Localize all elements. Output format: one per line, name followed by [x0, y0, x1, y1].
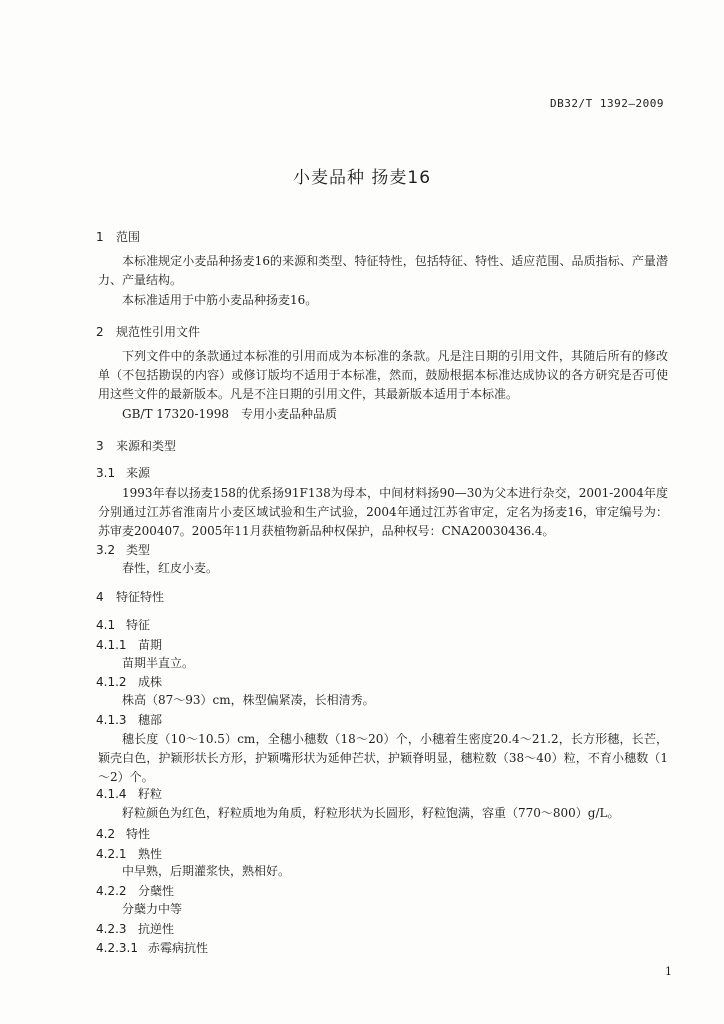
section-3-1-paragraph: 1993年春以扬麦158的优系扬91F138为母本，中间材料扬90—30为父本进行杂交，2001-2004年度分别通过江苏省淮南片小麦区域试验和生产试验，2004年通过江苏省审定，定名为扬麦16，审定编号为：苏审麦200407。2005年11月获植物新品种权保护，品种权号：CNA20030436.4。	[98, 486, 668, 538]
section-3-2-heading	[96, 541, 150, 558]
section-title: 赤霉病抗性	[148, 941, 209, 955]
section-4-1-4-heading	[96, 785, 162, 802]
section-number: 4.1.2	[96, 675, 127, 689]
section-number: 4.2.3	[96, 922, 127, 936]
section-number: 4.2.2	[96, 884, 127, 898]
document-title: 小麦品种 扬麦16	[292, 168, 432, 188]
section-1-heading	[96, 228, 140, 245]
section-number: 4.2	[96, 827, 116, 841]
section-4-1-2-heading	[96, 673, 162, 690]
section-title: 来源	[126, 466, 151, 480]
section-title: 特征	[126, 618, 151, 632]
section-number: 2	[96, 325, 104, 339]
section-number: 3.2	[96, 543, 116, 557]
section-3-heading	[96, 437, 176, 454]
section-4-1-1-paragraph: 苗期半直立。	[122, 656, 195, 670]
section-4-2-1-paragraph: 中早熟，后期灌浆快，熟相好。	[122, 864, 291, 878]
section-number: 4.1.1	[96, 638, 127, 652]
section-title: 穗部	[138, 713, 163, 727]
section-title: 籽粒	[138, 787, 163, 801]
section-title: 特征特性	[116, 590, 165, 604]
section-title: 特性	[126, 827, 151, 841]
section-number: 4	[96, 590, 104, 604]
section-title: 成株	[138, 675, 163, 689]
section-4-1-2-paragraph: 株高（87～93）cm，株型偏紧凑，长相清秀。	[122, 693, 375, 707]
standard-code: DB32/T 1392—2009	[550, 97, 664, 110]
section-4-2-2-heading	[96, 882, 174, 899]
section-title: 类型	[126, 543, 151, 557]
section-1-paragraph-2: 本标准适用于中筋小麦品种扬麦16。	[122, 293, 318, 307]
normative-reference: GB/T 17320-1998 专用小麦品种品质	[122, 407, 338, 421]
section-2-heading	[96, 323, 200, 340]
section-4-2-2-paragraph: 分蘖力中等	[122, 902, 183, 916]
section-title: 抗逆性	[138, 922, 175, 936]
section-number: 3	[96, 439, 104, 453]
section-number: 4.2.3.1	[96, 941, 138, 955]
section-2-paragraph: 下列文件中的条款通过本标准的引用而成为本标准的条款。凡是注日期的引用文件，其随后所有的修改单（不包括勘误的内容）或修订版均不适用于本标准，然而，鼓励根据本标准达成协议的各方研究是否可使用这些文件的最新版本。凡是不注日期的引用文件，其最新版本适用于本标准。	[98, 349, 668, 401]
section-4-2-3-heading	[96, 920, 174, 937]
section-4-1-3-paragraph: 穗长度（10～10.5）cm，全穗小穗数（18～20）个，小穗着生密度20.4～21.2，长方形穗，长芒，颖壳白色，护颖形状长方形，护颖嘴形状为延伸芒状，护颖脊明显，穗粒数（38～40）粒，不育小穗数（1～2）个。	[98, 732, 668, 784]
section-title: 来源和类型	[116, 439, 177, 453]
section-number: 3.1	[96, 466, 116, 480]
section-number: 4.1	[96, 618, 116, 632]
section-3-1-heading	[96, 464, 150, 481]
section-number: 1	[96, 230, 104, 244]
section-title: 分蘖性	[138, 884, 175, 898]
section-number: 4.1.4	[96, 787, 127, 801]
section-3-2-paragraph: 春性，红皮小麦。	[122, 561, 219, 575]
section-4-1-1-heading	[96, 636, 162, 653]
section-title: 苗期	[138, 638, 163, 652]
section-4-2-1-heading	[96, 845, 162, 862]
section-4-1-3-heading	[96, 711, 162, 728]
section-1-paragraph-1: 本标准规定小麦品种扬麦16的来源和类型、特征特性，包括特征、特性、适应范围、品质指标、产量潜力、产量结构。	[98, 254, 668, 287]
section-4-2-heading	[96, 825, 150, 842]
section-title: 范围	[116, 230, 141, 244]
section-number: 4.2.1	[96, 847, 127, 861]
section-title: 规范性引用文件	[116, 325, 201, 339]
section-4-1-4-paragraph: 籽粒颜色为红色，籽粒质地为角质，籽粒形状为长圆形，籽粒饱满，容重（770～800）g/L。	[122, 806, 620, 820]
section-4-1-heading	[96, 616, 150, 633]
page-number: 1	[665, 965, 672, 978]
section-title: 熟性	[138, 847, 163, 861]
section-number: 4.1.3	[96, 713, 127, 727]
section-4-2-3-1-heading	[96, 939, 208, 956]
section-4-heading	[96, 588, 164, 605]
